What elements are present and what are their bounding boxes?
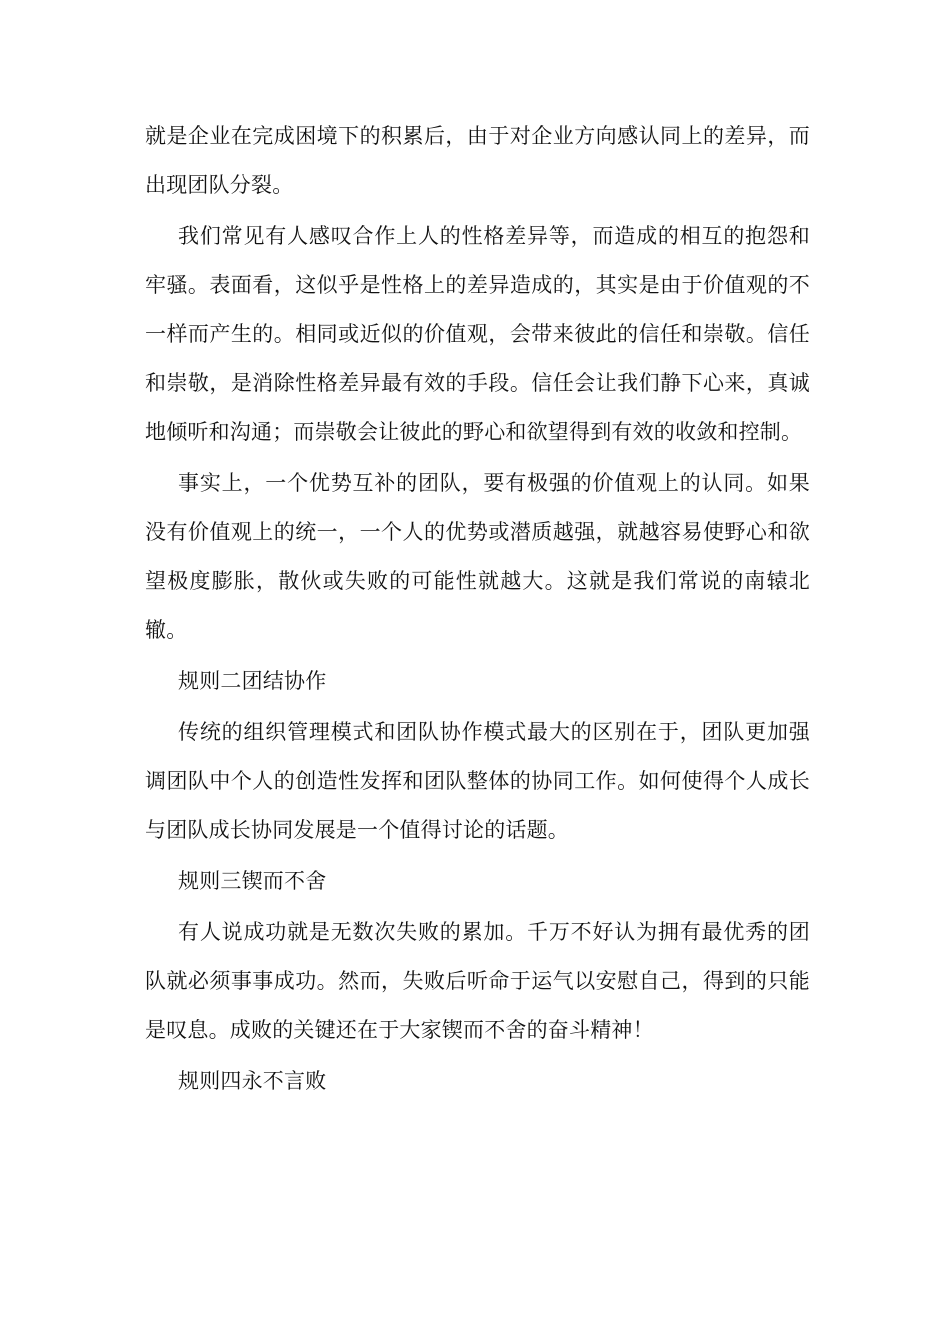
paragraph-values-personality: 我们常见有人感叹合作上人的性格差异等，而造成的相互的抱怨和牢骚。表面看，这似乎是性格上的差异造成的，其实是由于价值观的不一样而产生的。相同或近似的价值观，会带来彼此的信任和崇敬。信任和崇敬，是消除性格差异最有效的手段。信任会让我们静下心来，真诚地倾听和沟通；而崇敬会让彼此的野心和欲望得到有效的收敛和控制。 [145, 224, 810, 444]
heading-rule-four: 规则四永不言败 [178, 1069, 327, 1093]
paragraph-collaboration: 传统的组织管理模式和团队协作模式最大的区别在于，团队更加强调团队中个人的创造性发挥和团队整体的协同工作。如何使得个人成长与团队成长协同发展是一个值得讨论的话题。 [145, 720, 810, 842]
heading-rule-two: 规则二团结协作 [178, 669, 327, 693]
heading-rule-three: 规则三锲而不舍 [178, 869, 327, 893]
paragraph-perseverance: 有人说成功就是无数次失败的累加。千万不好认为拥有最优秀的团队就必须事事成功。然而，失败后听命于运气以安慰自己，得到的只能是叹息。成败的关键还在于大家锲而不舍的奋斗精神！ [145, 920, 810, 1042]
document-body [145, 112, 810, 1106]
paragraph-complementary-team: 事实上，一个优势互补的团队，要有极强的价值观上的认同。如果没有价值观上的统一，一个人的优势或潜质越强，就越容易使野心和欲望极度膨胀，散伙或失败的可能性就越大。这就是我们常说的南辕北辙。 [145, 471, 810, 642]
paragraph-continuation: 就是企业在完成困境下的积累后，由于对企业方向感认同上的差异，而出现团队分裂。 [145, 124, 810, 197]
